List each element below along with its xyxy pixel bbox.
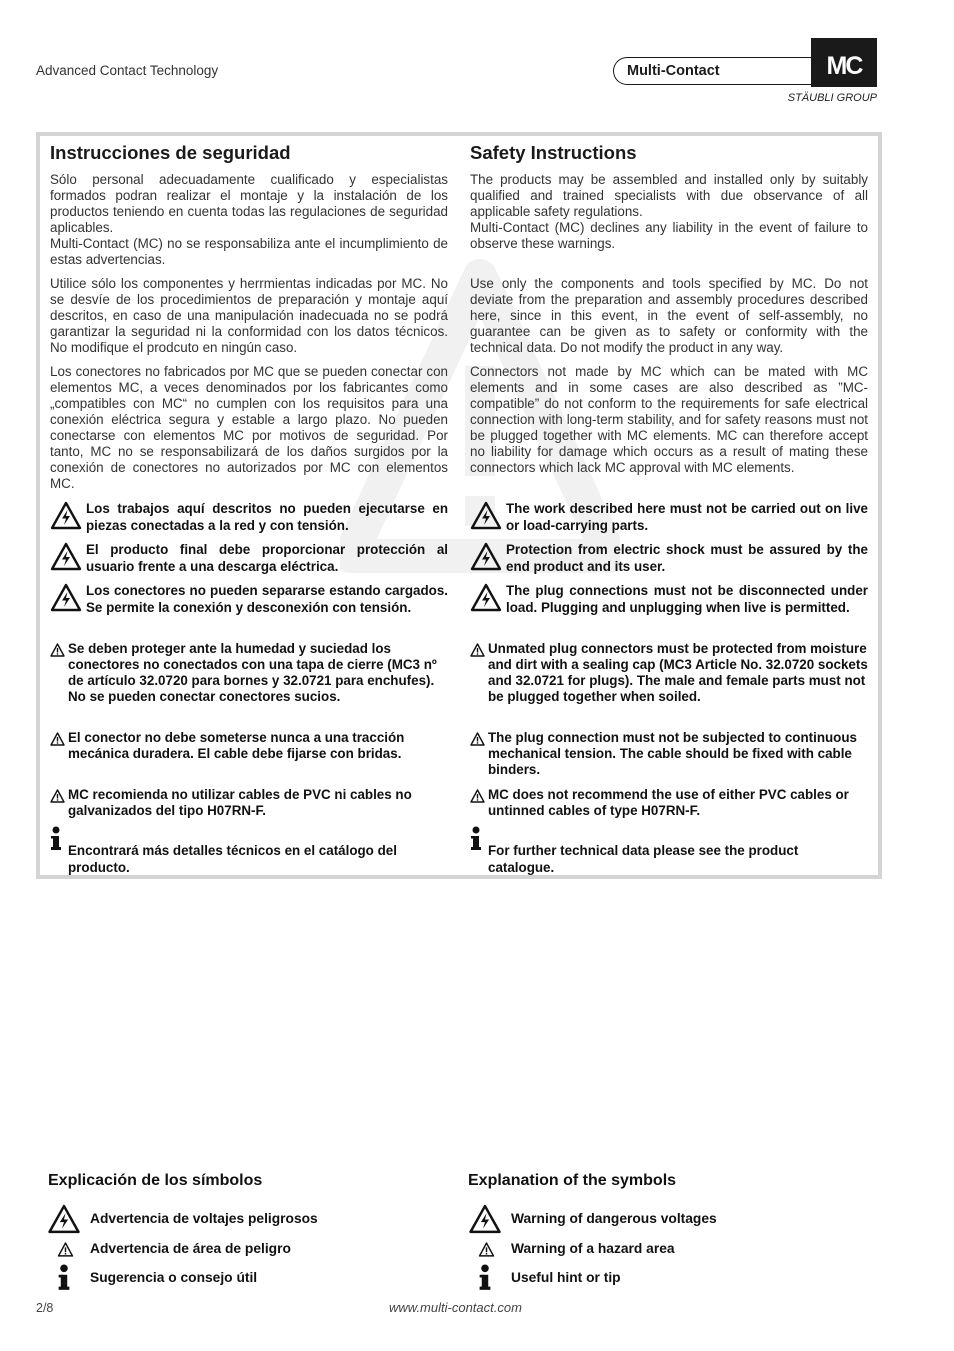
voltage-warning-icon (468, 1204, 502, 1235)
english-hazard-warning-2-text: The plug connection must not be subjected to continuous mechanical tension. The cable should be fixed with cable binders. (488, 730, 857, 777)
spanish-voltage-warning-3-text: Los conectores no pueden separarse estando cargados. Se permite la conexión y desconexión con tensión. (86, 583, 448, 615)
spanish-info-note (50, 826, 448, 876)
symbols-title-en: Explanation of the symbols (468, 1172, 677, 1189)
english-voltage-warning-2 (470, 541, 868, 575)
symbol-label: Warning of a hazard area (511, 1241, 675, 1256)
english-hazard-warning-1 (470, 641, 868, 705)
spanish-paragraph-1b: Multi-Contact (MC) no se responsabiliza ante el incumplimiento de estas advertencias. (50, 236, 448, 267)
english-voltage-warning-2-text: Protection from electric shock must be assured by the end product and its user. (506, 542, 868, 574)
spanish-hazard-warning-2-text: El conector no debe someterse nunca a una tracción mecánica duradera. El cable debe fijarse con bridas. (68, 730, 405, 761)
hazard-warning-icon (470, 732, 485, 746)
spanish-hazard-warning-1-text: Se deben proteger ante la humedad y suciedad los conectores no conectados con una tapa de cierre (MC3 nº de artículo 32.0720 para bornes y 32.0721 para enchufes). No se pueden conectar conectores sucios. (68, 641, 437, 704)
spanish-hazard-warning-3-text: MC recomienda no utilizar cables de PVC ni cables no galvanizados del tipo H07RN-F. (68, 787, 412, 818)
info-icon (57, 1264, 71, 1292)
group-label: STÄUBLI GROUP (787, 92, 877, 104)
spanish-hazard-warning-3 (50, 787, 448, 819)
english-hazard-warning-2 (470, 730, 868, 778)
tagline: Advanced Contact Technology (36, 63, 219, 78)
english-paragraph-3: Connectors not made by MC which can be mated with MC elements and in some cases are also described as ”MC-compatible” do not conform to the requirements for safe electrical connection with long-term stability, and for safety reasons must not be plugged together with MC elements. MC can therefore accept no liability for damage which occurs as a result of mating these connectors which lack MC approval with MC elements. (470, 364, 868, 475)
spanish-hazard-warning-1 (50, 641, 448, 705)
english-title: Safety Instructions (470, 142, 637, 163)
english-voltage-warning-3-text: The plug connections must not be disconnected under load. Plugging and unplugging when live is permitted. (506, 583, 868, 615)
spanish-hazard-warning-2 (50, 730, 448, 762)
spanish-voltage-warning-2 (50, 541, 448, 575)
spanish-paragraph-2: Utilice sólo los componentes y herrmientas indicadas por MC. No se desvíe de los procedimientos de preparación y montaje aquí descritos, en caso de una manipulación inadecuada no se podrá garantizar la seguridad ni la conformidad con los datos técnicos. No modifique el prodcuto en ningún caso. (50, 276, 448, 355)
symbol-label: Advertencia de área de peligro (90, 1241, 291, 1256)
english-hazard-warning-3-text: MC does not recommend the use of either PVC cables or untinned cables of type H07RN-F. (488, 787, 849, 818)
english-info-note (470, 826, 868, 876)
symbols-title-es: Explicación de los símbolos (48, 1172, 263, 1189)
voltage-warning-icon (47, 1204, 81, 1235)
english-paragraph-1b: Multi-Contact (MC) declines any liability in the event of failure to observe these warnings. (470, 220, 868, 251)
hazard-warning-icon (50, 732, 65, 746)
info-icon (470, 826, 482, 852)
spanish-paragraph-1: Sólo personal adecuadamente cualificado y especialistas formados podran realizar el montaje y la instalación de los productos teniendo en cuenta todas las regulaciones de seguridad aplicables. (50, 172, 448, 235)
hazard-warning-icon (57, 1242, 74, 1257)
website-link[interactable]: www.multi-contact.com (389, 1300, 522, 1315)
safety-panel (36, 132, 882, 879)
symbol-label: Useful hint or tip (511, 1270, 621, 1285)
brand-name (613, 57, 818, 85)
voltage-warning-icon (470, 583, 502, 613)
english-hazard-warning-3 (470, 787, 868, 819)
hazard-warning-icon (478, 1242, 495, 1257)
voltage-warning-icon (50, 583, 82, 613)
spanish-paragraph-3: Los conectores no fabricados por MC que se pueden conectar con elementos MC, a veces denominados por los fabricantes como „compatibles con MC“ no cumplen con los requisitos para una conexión eléctrica segura y estable a largo plazo. No pueden conectarse con elementos MC por motivos de seguridad. Por tanto, MC no se responsabilizará de los daños surgidos por la conexión de conectores no autorizados por MC con elementos MC. (50, 364, 448, 491)
voltage-warning-icon (50, 501, 82, 531)
symbol-label: Warning of dangerous voltages (511, 1211, 717, 1226)
voltage-warning-icon (470, 542, 502, 572)
english-paragraph-1: The products may be assembled and installed only by suitably qualified and trained specialists with due observance of all applicable safety regulations. (470, 172, 868, 219)
brand-label: Multi-Contact (627, 63, 720, 79)
spanish-voltage-warning-1 (50, 500, 448, 534)
english-voltage-warning-3 (470, 582, 868, 616)
symbol-label: Sugerencia o consejo útil (90, 1270, 258, 1285)
voltage-warning-icon (50, 542, 82, 572)
info-icon (50, 826, 62, 852)
info-icon (478, 1264, 492, 1292)
mc-logo-text: MC (826, 52, 862, 80)
symbol-label: Advertencia de voltajes peligrosos (90, 1211, 318, 1226)
english-paragraph-2: Use only the components and tools specified by MC. Do not deviate from the preparation and assembly procedures described here, since in this event, in the event of self-assembly, no guarantee can be given as to safety or conformity with the technical data. Do not modify the product in any way. (470, 276, 868, 355)
mc-logo (811, 38, 877, 87)
hazard-warning-icon (50, 789, 65, 803)
spanish-voltage-warning-1-text: Los trabajos aquí descritos no pueden ejecutarse en piezas conectadas a la red y con tensión. (86, 501, 448, 533)
spanish-voltage-warning-3 (50, 582, 448, 616)
spanish-info-note-text: Encontrará más detalles técnicos en el catálogo del producto. (68, 843, 397, 875)
english-info-note-text: For further technical data please see the product catalogue. (488, 843, 799, 875)
hazard-warning-icon (470, 789, 485, 803)
page-number: 2/8 (36, 1301, 54, 1315)
english-hazard-warning-1-text: Unmated plug connectors must be protected from moisture and dirt with a sealing cap (MC3 Article No. 32.0720 sockets and 32.0721 for plugs). The male and female parts must not be plugged together when soiled. (488, 641, 868, 704)
hazard-warning-icon (470, 643, 485, 657)
hazard-warning-icon (50, 643, 65, 657)
voltage-warning-icon (470, 501, 502, 531)
english-voltage-warning-1-text: The work described here must not be carried out on live or load-carrying parts. (506, 501, 868, 533)
english-voltage-warning-1 (470, 500, 868, 534)
spanish-title: Instrucciones de seguridad (50, 142, 291, 163)
spanish-voltage-warning-2-text: El producto final debe proporcionar protección al usuario frente a una descarga eléctrica. (86, 542, 448, 574)
